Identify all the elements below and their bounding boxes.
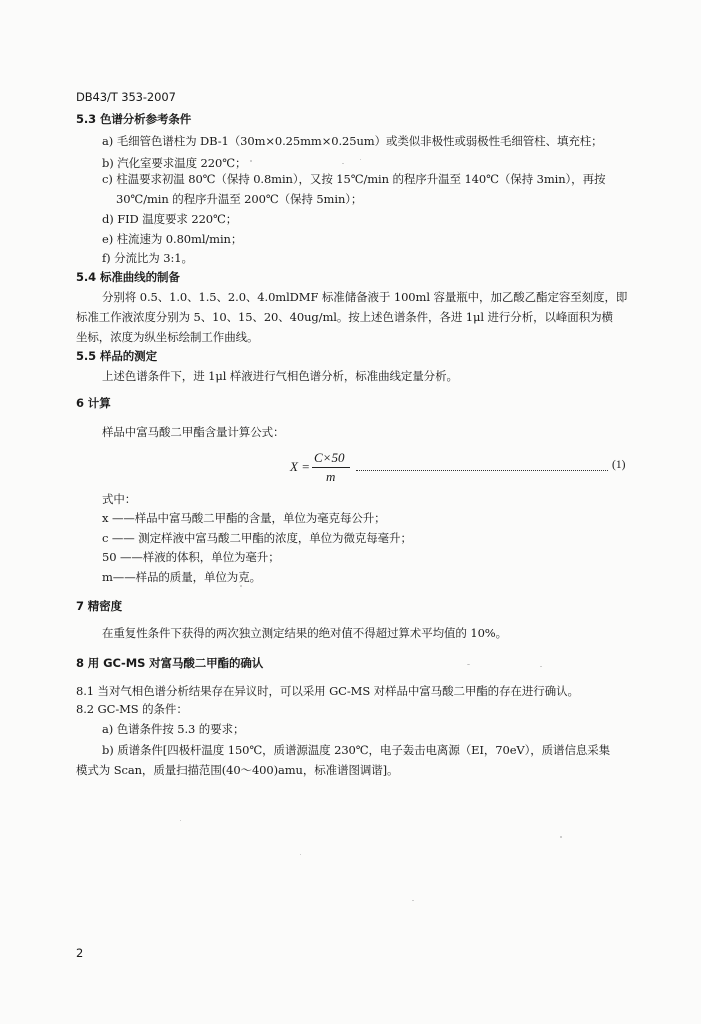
section-8-2-item-a: a) 色谱条件按 5.3 的要求； — [102, 722, 245, 736]
section-5-3-item-c-line1: c) 柱温要求初温 80℃（保持 0.8min），又按 15℃/min 的程序升温至 140℃（保持 3min），再按 — [102, 172, 606, 186]
formula-lhs: X = — [290, 459, 310, 474]
section-8-1-para: 8.1 当对气相色谱分析结果存在异议时，可以采用 GC-MS 对样品中富马酸二甲酯的存在进行确认。 — [76, 684, 579, 698]
section-5-3-heading: 5.3 色谱分析参考条件 — [76, 112, 192, 126]
page-number: 2 — [76, 946, 84, 960]
section-5-4-para-line2: 标准工作液浓度分别为 5、10、15、20、40ug/ml。按上述色谱条件，各进 1μl 进行分析，以峰面积为横 — [76, 310, 613, 324]
section-5-3-item-a: a) 毛细管色谱柱为 DB-1（30m×0.25mm×0.25um）或类似非极性或弱极性毛细管柱、填充柱； — [102, 134, 603, 148]
section-5-4-para-line1: 分别将 0.5、1.0、1.5、2.0、4.0mlDMF 标准储备液于 100ml 容量瓶中，加乙酸乙酯定容至刻度，即 — [102, 290, 628, 304]
variable-x-definition: x ——样品中富马酸二甲酯的含量，单位为毫克每公升； — [102, 511, 386, 525]
section-5-3-item-e: e) 柱流速为 0.80ml/min； — [102, 232, 243, 246]
section-8-heading: 8 用 GC-MS 对富马酸二甲酯的确认 — [76, 656, 264, 670]
variable-50-definition: 50 ——样液的体积，单位为毫升； — [102, 550, 280, 564]
formula-where-label: 式中： — [102, 492, 137, 506]
formula-equation-number: (1) — [612, 459, 626, 471]
scan-speck — [467, 664, 470, 665]
scan-speck — [342, 163, 344, 164]
section-5-5-heading: 5.5 样品的测定 — [76, 349, 157, 363]
formula-denominator: m — [326, 469, 336, 484]
section-5-3-item-f: f) 分流比为 3:1。 — [102, 251, 193, 265]
section-8-2-item-b-line1: b) 质谱条件[四极杆温度 150℃，质谱源温度 230℃，电子轰击电离源（EI，70eV），质谱信息采集 — [102, 743, 611, 757]
variable-m-definition: m——样品的质量，单位为克。 — [102, 570, 262, 584]
scan-speck — [560, 836, 562, 838]
section-5-3-item-b: b) 汽化室要求温度 220℃； — [102, 156, 247, 170]
formula-leader-dots — [356, 458, 608, 471]
scan-speck — [250, 160, 252, 162]
formula-numerator: C×50 — [314, 450, 345, 465]
section-6-heading: 6 计算 — [76, 396, 111, 410]
variable-c-definition: c —— 测定样液中富马酸二甲酯的浓度，单位为微克每毫升； — [102, 531, 412, 545]
section-5-4-para-line3: 坐标，浓度为纵坐标绘制工作曲线。 — [76, 330, 259, 344]
scan-speck — [300, 854, 301, 855]
scan-speck — [180, 820, 181, 821]
section-6-intro: 样品中富马酸二甲酯含量计算公式： — [102, 425, 285, 439]
scan-speck — [412, 900, 414, 901]
scan-speck — [360, 159, 361, 160]
document-code: DB43/T 353-2007 — [76, 90, 176, 104]
section-5-5-para: 上述色谱条件下，进 1μl 样液进行气相色谱分析，标准曲线定量分析。 — [102, 369, 458, 383]
formula-fraction-bar — [312, 467, 350, 468]
dmf-content-formula — [284, 450, 644, 490]
section-8-2-heading: 8.2 GC-MS 的条件： — [76, 702, 188, 716]
scan-speck — [240, 585, 242, 587]
section-7-heading: 7 精密度 — [76, 599, 123, 613]
section-7-para: 在重复性条件下获得的两次独立测定结果的绝对值不得超过算术平均值的 10%。 — [102, 626, 508, 640]
section-5-4-heading: 5.4 标准曲线的制备 — [76, 270, 180, 284]
section-5-3-item-d: d) FID 温度要求 220℃； — [102, 212, 238, 226]
section-5-3-item-c-line2: 30℃/min 的程序升温至 200℃（保持 5min）； — [116, 192, 363, 206]
scan-speck — [540, 666, 542, 667]
section-8-2-item-b-line2: 模式为 Scan，质量扫描范围(40～400)amu，标准谱图调谐]。 — [76, 763, 399, 777]
